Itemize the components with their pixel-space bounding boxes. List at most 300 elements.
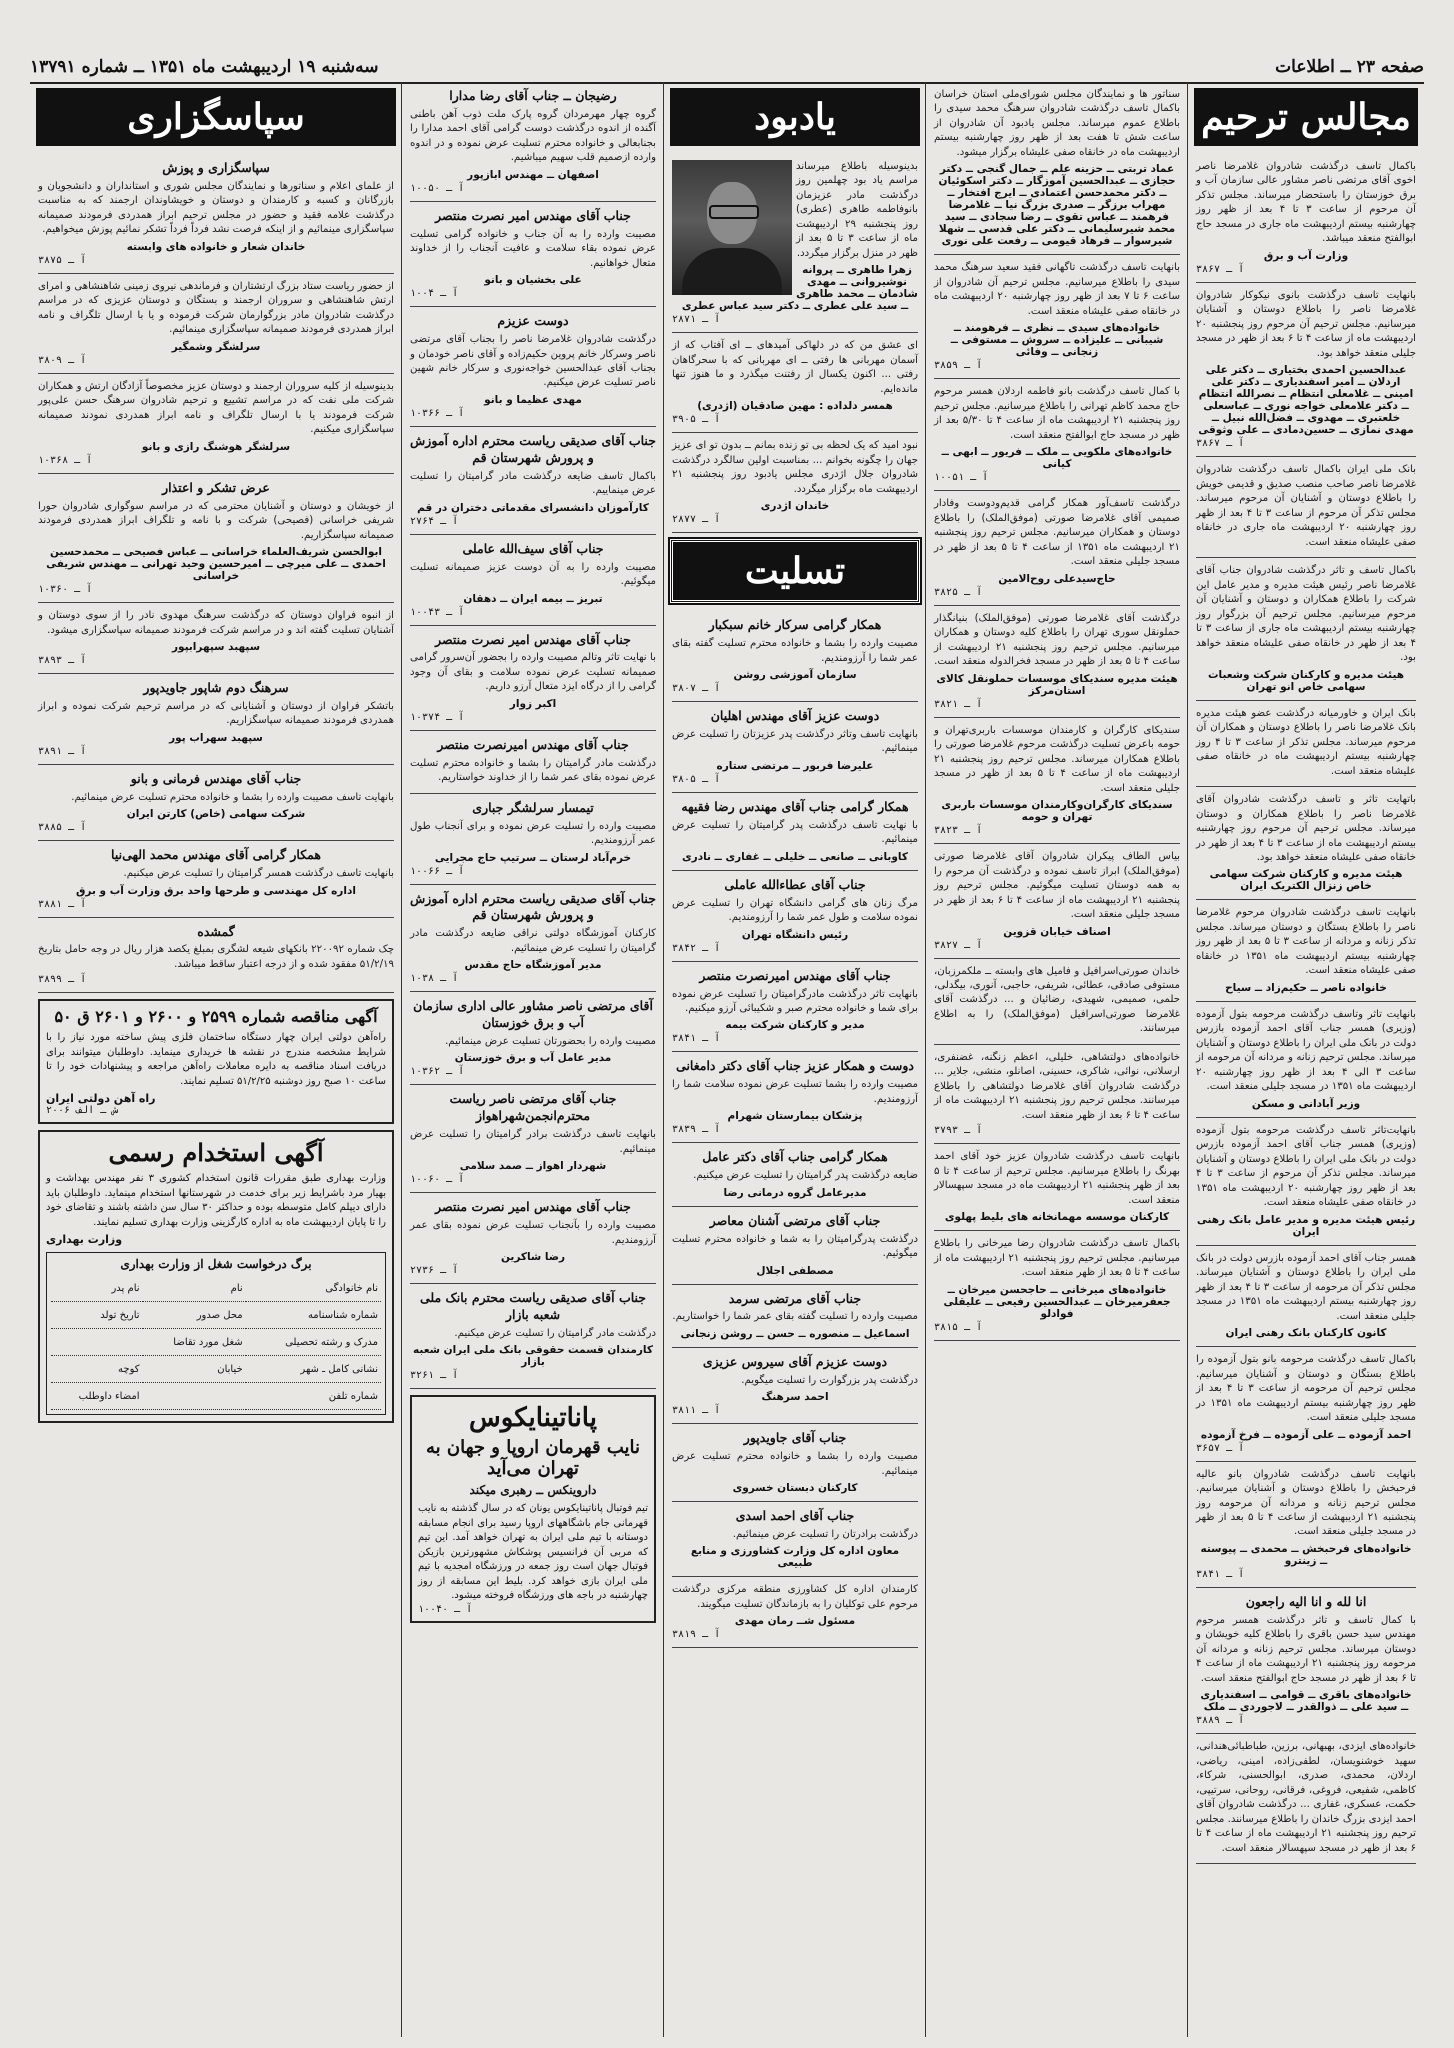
ad-brand: پاناتینایکوس: [469, 1403, 597, 1434]
section-banner-remembrance: یادبود: [670, 88, 920, 146]
notice-body: باتشکر فراوان از دوستان و آشنایانی که در مراسم ترحیم شرکت نموده و ابراز همدردی فرمودند صمیمانه سپاسگزاریم.: [38, 700, 394, 727]
notice: [672, 793, 918, 871]
notice: [672, 1502, 918, 1577]
notice-body: مصیبت وارده را بشما و خانواده محترم تسلیت گفته بقای عمر شما را آرزومندیم.: [672, 638, 918, 664]
notice-title: جناب آقای مرتضی سرمد: [728, 1290, 862, 1306]
notice-title: جناب آقای عطاءالله عاملی: [724, 876, 866, 892]
notice-title: جناب آقای مهندس امیرنصرت منتصر: [699, 967, 891, 983]
notice-signature: وزیر آبادانی و مسکن: [1251, 1097, 1361, 1110]
notice-code: آ ـ ۳۸۳۹: [672, 1124, 721, 1136]
column-remembrance: [663, 82, 926, 2037]
notice: [1196, 900, 1416, 1001]
notice-signature: پزشکان بیمارستان شهرام: [727, 1110, 863, 1123]
application-form: [46, 1252, 386, 1415]
section-banner-thanks: سپاسگزاری: [36, 88, 396, 146]
notice: [410, 794, 656, 885]
tender-title: آگهی مناقصه شماره ۲۵۹۹ و ۲۶۰۰ و ۲۶۰۱ ق ۵۰: [54, 1007, 378, 1027]
notice: [38, 603, 394, 674]
notice-code: آ ـ ۳۸۹۱: [38, 745, 87, 757]
notice: [672, 1348, 918, 1424]
form-field[interactable]: شغل مورد تقاضا: [143, 1329, 246, 1356]
notice-code: آ ـ ۳۸۲۱: [934, 698, 983, 710]
notice-body: ضایعه درگذشت پدر گرامیتان را تسلیت عرض میکنیم.: [693, 1170, 918, 1182]
lost-code: آ ـ ۳۸۹۹: [38, 974, 87, 986]
notice-title: همکار گرامی جناب آقای مهندس رضا فقیهه: [681, 798, 909, 814]
notice-signature: خاندان شعار و خانواده های وابسته: [126, 240, 306, 253]
notice-code: آ ـ ۱۰۳۸: [410, 973, 459, 985]
notice: [672, 702, 918, 793]
notice-signature: عبدالحسین احمدی بختیاری ــ دکتر علی اردلان ــ امیر اسفندیاری ــ دکتر علی امینی ــ غلامعلی انتظام ــ نصرالله انتظام ــ دکتر علامعلی خواجه نوری ــ عباسعلی خلعتبری ــ مهدوی ــ فضل‌الله نبیل ــ مهدی نمازی ــ حسین‌دمادی ــ علی وثوقی: [1198, 364, 1414, 437]
notice-code: آ ـ ۱۰۰۵۱: [934, 472, 989, 484]
notice-code: آ ـ ۳۸۲۳: [934, 825, 983, 837]
notice-signature: رئیس هیئت مدیره و مدیر عامل بانک رهنی ایران: [1196, 1213, 1416, 1238]
form-field[interactable]: شماره تلفن: [246, 1383, 381, 1410]
notice-code: آ ـ ۱۰۳۷۴: [410, 711, 465, 723]
form-field[interactable]: نام: [143, 1275, 246, 1302]
notice-title: جناب آقای مهندس امیرنصرت منتصر: [437, 736, 629, 752]
notice-code: آ ـ ۱۰۳۶۸: [38, 454, 93, 466]
notice: [1196, 787, 1416, 900]
notice-code: آ ـ ۲۷۶۴: [410, 515, 459, 527]
notice-body: کارمندان اداره کل کشاورزی منطقه مرکزی درگذشت مرحوم علی توکلیان را به بازماندگان تسلیت میگویند.: [672, 1584, 918, 1610]
notice: [934, 379, 1180, 491]
notice-title: همکار گرامی جناب آقای دکتر عامل: [702, 1149, 888, 1165]
notice-signature: شرکت سهامی (خاص) کارتن ایران: [126, 808, 306, 821]
notice-title: انا لله و انا الیه راجعون: [1245, 1593, 1367, 1609]
tender-signature: راه آهن دولتی ایران: [46, 1092, 156, 1106]
ad-subline: داروینکس ــ رهبری میکند: [469, 1483, 597, 1498]
notice-signature: کانون کارکنان بانک رهنی ایران: [1225, 1327, 1387, 1340]
notice: [1196, 1588, 1416, 1734]
notice-signature: سپهبد سپهرابپور: [171, 640, 261, 653]
notice-body: سناتور ها و نمایندگان مجلس شورای‌ملی استان خراسان باکمال تاسف درگذشت شادروان سرهنگ محمد سیدی را باطلاع عموم میرساند. مجلس یادبود آن شادروان از ساعت شش تا هفت بعد از ظهر روز چهارشنبه بیستم اردیبهشت ماه در خانقاه صفی علیشاه برگزار میشود.: [934, 89, 1180, 158]
ad-headline: نایب قهرمان اروپا و جهان به تهران می‌آید: [425, 1437, 641, 1480]
notice-body: مصیبت وارده را تسلیت گفته بقای عمر شما را خواستاریم.: [672, 1311, 918, 1323]
notice-body: مصیبت وارده را به آن دوست عزیز صمیمانه تسلیت میگوئیم.: [410, 561, 656, 588]
notice-body: از خویشان و دوستان و آشنایان محترمی که در مراسم سوگواری شادروان حورا شریفی خراسانی (فصیحی) شرکت و با نامه و تلگراف ابراز همدردی فرمودند صمیمانه سپاسگزاریم.: [38, 500, 394, 541]
notice-body: درگذشت پدر بزرگوارت را تسلیت میگویم.: [741, 1374, 918, 1386]
employment-signature: وزارت بهداری: [46, 1233, 123, 1247]
notice-signature: وزارت آب و برق: [1263, 249, 1349, 262]
notice-body: بانهایت تاسف درگذشت شادروان مرحوم غلامرضا ناصر را باطلاع بستگان و دوستان میرساند. مجلس تذکر زنانه و مردانه از ساعت ۳ تا ۵ بعد از ظهر روز چهارشنبه بیستم اردیبهشت ماه ۱۳۵۱ در خانقاه صفی علیشاه منعقد است.: [1196, 907, 1416, 977]
notice-code: آ ـ ۲۷۳۶: [410, 1265, 459, 1277]
notice: [410, 1085, 656, 1193]
notice: [1196, 283, 1416, 457]
notice: [1196, 701, 1416, 787]
notice-signature: سندیکای کارگران‌وکارمندان موسسات باربری تهران و حومه: [941, 799, 1173, 824]
notice-signature: خانواده‌های سیدی ــ نظری ــ فرهومند ــ شیبانی ــ علیزاده ــ سروش ــ مستوفی ــ زنجانی ــ وفائی: [950, 322, 1164, 359]
notice-title: دوست عزیز آقای مهندس اهلیان: [710, 708, 880, 724]
notice: [1196, 1246, 1416, 1347]
notice: [410, 307, 656, 427]
notice-signature: سازمان آموزشی روشن: [733, 669, 857, 682]
employment-body: وزارت بهداری طبق مقررات قانون استخدام کشوری ۳ نفر مهندس بهداشت و بهیار مرد باشرایط زیر برای خدمت در شهرستانها استخدام مینماید. داوطلبان باید دارای دیپلم کامل متوسطه بوده و حداکثر ۳۰ سال سن داشته باشند و تقاضای خود را تا پایان اردیبهشت ماه به اداره کارگزینی وزارت بهداری تسلیم نمایند.: [46, 1173, 387, 1228]
notice-signature: خانواده‌های فرحبخش ــ محمدی ــ پیوسته ــ زینترو: [1200, 1542, 1412, 1567]
form-title: برگ درخواست شغل از وزارت بهداری: [120, 1257, 312, 1272]
section-banner-condolence: تسلیت: [670, 539, 920, 603]
notice: [1196, 1347, 1416, 1461]
notice-body: بدینوسیله باطلاع میرساند مراسم یاد بود چهلمین روز درگذشت مادر عزیزمان بانوفاطمه طاهری (عطری) روز پنجشنبه ۲۹ اردیبهشت ماه از ساعت ۳ تا ۵ بعد از ظهر در منزل برگزار میگردد.: [796, 161, 918, 259]
notice-list: [664, 611, 926, 1648]
notice-code: آ ـ ۱۰۳۶۶: [410, 407, 465, 419]
notice-body: از انبوه فراوان دوستان که درگذشت سرهنگ مهدوی نادر را از سوی دوستان و آشنایان تسلیت گفته اند و در مراسم شرکت فرمودند صمیمانه سپاسگزاری میشود.: [38, 610, 394, 636]
notice: [1196, 1734, 1416, 1864]
notice-code: آ ـ ۳۸۲۵: [934, 586, 983, 598]
column-condolences: [401, 82, 664, 2037]
notice: [410, 427, 656, 535]
notice-title: همکار گرامی سرکار خانم سبکبار: [708, 617, 882, 633]
notice-body: بیاس الطاف پیکران شادروان آقای غلامرضا صورتی (موفق‌الملک) ابراز تاسف نموده و درگذشت آن مرحوم را به همه دوستان تسلیت میگوئیم. مجلس ترحیم روز پنجشنبه ۲۱ اردیبهشت ماه از ساعت ۴ تا ۶ بعد از ظهر در مسجد جلیلی منعقد است.: [934, 851, 1180, 921]
notice-body: باکمال تاسف و تاثر درگذشت شادروان جناب آقای غلامرضا ناصر رئیس هیئت مدیره و مدیر عامل این شرکت را باطلاع همکاران و دوستان و آشنایان آن مرحوم میرسانیم. مجلس ترحیم آن بزرگوار روز چهارشنبه بیستم اردیبهشت ماه جاری از ساعت ۳ تا ۴ بعد از ظهر در خانقاه صفی علیشاه منعقد خواهد بود.: [1196, 565, 1416, 664]
notice-body: از علمای اعلام و سناتورها و نمایندگان مجلس شوری و استانداران و دانشجویان و بازرگانان و کسبه و کارمندان و دوستان و خویشاوندان ارجمند که به مناسبت درگذشت علامه فقید و حضور در مجلس ترحیم ابراز همدردی فرمودند صمیمانه سپاسگزاری مینمائیم و از اینکه فرصت نشد فرداً فرداً تشکر نمائیم پوزش میخواهیم.: [38, 180, 394, 236]
tender-body: راه‌آهن دولتی ایران چهار دستگاه ساختمان فلزی پیش ساخته مورد نیاز را با شرایط مشخصه مندرج در نقشه ها خریداری مینماید. داوطلبان میتوانند برای دریافت اسناد مناقصه به دایره معاملات راه‌آهن مراجعه و پیشنهادات خود را تا ساعت ۱۰ صبح روز دوشنبه ۵۱/۲/۲۵ تسلیم نمایند.: [46, 1032, 386, 1087]
portrait-suit: [682, 248, 782, 295]
form-row: [51, 1383, 381, 1410]
notice-body: کارکنان آموزشگاه دولتی نراقی ضایعه درگذشت مادر گرامیتان را تسلیت عرض مینمائیم.: [410, 928, 656, 954]
notice-body: مصیبت وارده را بآنجناب تسلیت عرض نموده بقای عمر آرزومندیم.: [410, 1220, 656, 1246]
notice-body: بانهایت تاسف درگذشت همسر گرامیتان را تسلیت عرض میکنیم.: [123, 868, 394, 880]
notice-signature: علیرضا فربور ــ مرتضی ستاره: [716, 759, 874, 772]
notice-signature: خاندان اژدری: [760, 500, 830, 513]
notice-body: مصیبت وارده را به آن جناب و خانواده گرامی تسلیت عرض نموده بقاء سلامت و عافیت آنجناب را از خداوند متعال خواهانیم.: [410, 228, 656, 269]
notice: [934, 1045, 1180, 1144]
notice-body: باکمال تاسف درگذشت شادروان غلامرضا ناصر اخوی آقای مرتضی ناصر مشاور عالی سازمان آب و برق خوزستان را باستحضار میرساند. مجلس تذکر آن مرحوم از ساعت ۳ تا ۴ بعد از ظهر روز چهارشنبه بیستم اردیبهشت ماه جاری در مسجد حاج ابوالفتح منعقد میباشد.: [1196, 161, 1416, 245]
notice-signature: مدیر عامل آب و برق خوزستان: [454, 1052, 612, 1065]
notice: [1196, 154, 1416, 283]
notice: [38, 841, 394, 917]
notice-signature: ابوالحسن شریف‌العلماء خراسانی ــ عباس فصیحی ــ محمدحسین احمدی ــ علی میرچی ــ امیرحسین وحید تهرانی ــ مهندس شریفی خراسانی: [46, 546, 386, 583]
notice-signature: شهردار اهواز ــ صمد سلامی: [459, 1160, 607, 1173]
notice: [672, 1052, 918, 1143]
notice: [1196, 1462, 1416, 1588]
notice-signature: مدیر و کارکنان شرکت بیمه: [725, 1019, 865, 1032]
notice-code: آ ـ ۳۲۶۱: [410, 1370, 459, 1382]
notice-body: باتهایت تاثر و تاسف درگذشت شادروان آقای غلامرضا ناصر را باطلاع همکاران و دوستان میرساند. مجلس ترحیم آن مرحوم روز چهارشنبه بیستم اردیبهشت ماه از ساعت ۳ تا ۴ بعد از ظهر در خانقاه صفی علیشاه منعقد خواهد بود.: [1196, 794, 1416, 863]
notice-signature: مهدی عظیما و بانو: [484, 393, 582, 406]
notice-body: بانهایت تاسف درگذشت تاگهانی فقید سعید سرهنگ محمد سیدی را باطلاع میرسانیم. مجلس ترحیم آن شادروان از ساعت ۶ تا ۷ بعد از ظهر روز چهارشنبه ۲۰ اردیبهشت ماه در خانقاه صفی علیشاه منعقد است.: [934, 262, 1181, 317]
form-field[interactable]: شماره شناسنامه: [246, 1302, 381, 1329]
notice: [410, 1193, 656, 1284]
notice-code: آ ـ ۳۸۶۷: [1196, 438, 1245, 450]
notice-code: آ ـ ۳۸۷۵: [38, 254, 87, 266]
notice-code: آ ـ ۳۸۱۱: [672, 1405, 721, 1417]
notice: [38, 374, 394, 474]
notice-body: با نهایت تاثر وتالم مصیبت وارده را بجضور آن‌سرور گرامی صمیمانه تسلیت عرض نموده سلامت و بقای آن وجود گرامی را از درگاه ایزد متعال آرزو داریم.: [410, 652, 656, 693]
column-memorial-services: [1187, 82, 1424, 2037]
notice-signature: سپهبد سهراب پور: [169, 731, 263, 744]
notice-code: آ ـ ۳۷۹۳: [934, 1125, 983, 1137]
notice-signature: خرم‌آباد لرستان ــ سرتیپ حاج مجرایی: [434, 851, 632, 864]
notice-code: آ ـ ۱۰۰۵۰: [410, 182, 465, 194]
tender-code: ش ـ الف ۲۰۰۶: [46, 1105, 119, 1117]
lost-body: چک شماره ۲۲۰۰۹۲ بانکهای شیعه لشگری بمبلغ یکصد هزار ریال در وجه حامل بتاریخ ۵۱/۲/۱۹ مفقود شده و از درجه اعتبار ساقط میباشد.: [38, 944, 394, 970]
notice-code: آ ـ ۲۸۷۷: [672, 514, 721, 526]
notice-signature: خانواده ناصر ــ حکیم‌زاد ــ سیاح: [1225, 981, 1387, 994]
notice: [672, 1577, 918, 1648]
notice: [672, 871, 918, 962]
notice-body: سندیکای کارگران و کارمندان موسسات باربری‌تهران و حومه باعرض تسلیت درگذشت مرحوم غلامرضا صورتی را باطلاع همکاران میرساند. مجلس ترحیم روز پنجشنبه ۲۱ اردیبهشت ماه از ساعت ۴ تا ۵ بعد از ظهر در مسجد جلیلی منعقد است.: [934, 724, 1180, 794]
notice-body: مصیبت وارده را بشما و خانواده محترم تسلیت عرض مینمائیم.: [672, 1451, 918, 1477]
notice: [410, 885, 656, 993]
notice: [934, 606, 1180, 718]
notice: [934, 1144, 1180, 1231]
notice-title: جناب آقای مهندس امیر نصرت منتصر: [435, 1199, 631, 1215]
notice-code: آ ـ ۳۸۴۲: [672, 942, 721, 954]
notice-body: نبود امید که یک لحظه بی تو زنده بمانم ــ بدون تو ای عزیز جهان را چگونه بخوانم ... بمناسبت اولین سالگرد درگذشت شادروان جلال اژدری مجلس یادبود روز پنجشنبه ۲۱ اردیبهشت ماه برگزار میگردد.: [672, 440, 918, 495]
form-field[interactable]: نام پدر: [51, 1275, 143, 1302]
notice-signature: تبریز ــ بیمه ایران ــ دهقان: [463, 592, 603, 605]
notice-signature: خانواده‌های میرخانی ــ حاجحسن میرخان ــ جعفرمیرخان ــ عبدالحسین رفیعی ــ علیقلی فوادلو: [943, 1283, 1171, 1320]
notice-signature: اصناف خیابان قزوین: [1003, 925, 1111, 938]
notice-signature: زهرا طاهری ــ پروانه نوشیروانی ــ مهدی شادمان ــ محمد طاهری ــ سید علی عطری ــ دکتر سید عباس عطری: [681, 264, 918, 313]
notice-body: بانهایت تاثر وتاسف درگذشت مرحومه بتول آزموده (وزیری) همسر جناب آقای احمد آزموده بازرس دولت در بانک ملی ایران را باطلاع دوستان و آشنایان میرساند. مجلس ترحیم زنانه و مردانه آن مرحومه از ساعت ۳ الی ۴ بعد از ظهر روز چهارشنبه ۲۰ اردیبهشت ماه ۱۳۵۱ در مسجد جلیلی منعقد است.: [1196, 1008, 1417, 1093]
notice-body: بدینوسیله از کلیه سروران ارجمند و دوستان عزیز مخصوصاً آزادگان ارتش و همکاران شرکت ملی نفت که در مراسم تشییع و ترحیم شادروان سرهنگ حسن علی‌پور شرکت فرمودند یا با ارسال تلگراف و نامه ابراز همدردی نمودند صمیمانه سپاسگزاری میکنیم.: [38, 380, 394, 436]
form-field[interactable]: امضاء داوطلب: [51, 1383, 143, 1410]
column-thanks: [30, 82, 402, 2037]
page-number-label: صفحه ۲۳ ــ اطلاعات: [1275, 57, 1424, 77]
tender-ad: [38, 999, 394, 1124]
notice: [410, 992, 656, 1085]
section-banner-memorial: مجالس ترحیم: [1194, 88, 1418, 146]
employment-title: آگهی استخدام رسمی: [108, 1138, 324, 1168]
notice-body: مصیبت وارده را بحضورتان تسلیت عرض مینمائیم.: [445, 1036, 656, 1047]
notice-body: بانهایت تاثر درگذشت مادرگرامیتان را تسلیت عرض نموده برای شما و خانواده محترم صبر و شکیبائی آرزو میکنیم.: [672, 988, 918, 1014]
form-field[interactable]: کوچه: [51, 1356, 143, 1383]
notice: [934, 1231, 1180, 1340]
notice-code: آ ـ ۳۹۰۵: [672, 414, 721, 426]
notice-title: جناب آقای احمد اسدی: [735, 1508, 855, 1524]
notice-list: [402, 82, 664, 1389]
form-row: [51, 1275, 381, 1302]
notice-title: جناب آقای مهندس امیر نصرت منتصر: [435, 631, 631, 647]
notice-code: آ ـ ۳۸۸۵: [38, 822, 87, 834]
notice-body: خانواده‌های دولتشاهی، خلیلی، اعظم زنگنه، غضنفری، ارسلانی، نوائی، شاکری، حسینی، اصانلو، منشی، جلایر ... درگذشت شادروان آقای غلامرضا دولتشاهی را باطلاع میرسانند. مجلس ترحیم روز پنجشنبه ۲۱ اردیبهشت ماه از ساعت ۴ تا ۶ بعد از ظهر منعقد است.: [934, 1051, 1180, 1121]
notice-code: آ ـ ۳۸۰۹: [38, 354, 87, 366]
portrait-photo: [672, 160, 792, 295]
notice-body: درگذشت مادر گرامیتان را بشما و خانواده محترم تسلیت عرض نموده بقای عمر شما را از خداوند خواستاریم.: [410, 757, 656, 784]
employment-ad: [38, 1130, 394, 1423]
form-field[interactable]: تاریخ تولد: [51, 1302, 143, 1329]
notice: [1196, 1118, 1416, 1246]
notice: [410, 731, 656, 794]
form-field[interactable]: خیابان: [143, 1356, 246, 1383]
notice-signature: کارکنان موسسه مهمانخانه های بلیط پهلوی: [944, 1211, 1170, 1224]
form-field[interactable]: نشانی کامل ـ شهر: [246, 1356, 381, 1383]
notice: [934, 82, 1180, 255]
notice-body: بانهایت تاسف مصیبت وارده را بشما و خانواده محترم تسلیت عرض مینمائیم.: [71, 791, 394, 803]
notice-title: دوست عزیزم آقای سیروس عزیزی: [702, 1353, 888, 1369]
ad-body: تیم فوتبال پاناتینایکوس یونان که در سال گذشته به نایب قهرمانی جام باشگاههای اروپا رسید برای انجام مسابقه دوستانه با تیم ملی ایران به تهران خواهد آمد. این تیم که مربی آن فرانسیس پوشکاش مشهورترین بازیکن فوتبال جهان است روز جمعه در ورزشگاه امجدیه با تیم ملی ایران بازی خواهد کرد. بلیط این مسابقه از روز چهارشنبه در باجه های ورزشگاه فروخته میشود.: [418, 1503, 648, 1602]
notice-body: بانک ملی ایران باکمال تاسف درگذشت شادروان غلامرضا ناصر صاحب منصب صدیق و قدیمی خویش را باطلاع دوستان و آشنایان آن مرحوم میرساند. مجلس تذکر آن مرحوم از ساعت ۳ تا ۴ بعد از ظهر روز چهارشنبه ۲۰ اردیبهشت ماه جاری در خانقاه صفی علیشاه منعقد است.: [1196, 464, 1416, 548]
form-field[interactable]: نام خانوادگی: [246, 1275, 381, 1302]
notice: [672, 611, 918, 702]
notice: [410, 535, 656, 626]
notice-code: آ ـ ۳۸۴۱: [672, 1033, 721, 1045]
notice-body: باکمال تاسف ضایعه درگذشت مادر گرامیتان را تسلیت عرض مینماییم.: [410, 470, 656, 497]
notice-title: جناب آقای مرتضی ناصر ریاست محترم‌انجمن‌شهراهواز: [449, 1091, 617, 1124]
notice: [410, 626, 656, 731]
notice-title: سرهنگ دوم شاپور جاویدپور: [143, 679, 289, 695]
notice: [38, 674, 394, 765]
notice: [672, 333, 918, 433]
notice-code: آ ـ ۳۸۰۵: [672, 773, 721, 785]
issue-date-label: سه‌شنبه ۱۹ اردیبهشت ماه ۱۳۵۱ ــ شماره ۱۳۷۹۱: [30, 57, 379, 77]
notice-title: جناب آقای صدیقی ریاست محترم اداره آموزش و پرورش شهرستان قم: [410, 432, 656, 465]
notice: [38, 154, 394, 274]
notice-signature: کاوبانی ــ صانعی ــ خلیلی ــ غفاری ــ نادری: [682, 850, 908, 863]
notice-body: بانهایت تاسف درگذشت برادر گرامیتان را تسلیت عرض مینمائیم.: [410, 1129, 656, 1155]
notice-signature: کارکنان دبستان خسروی: [732, 1482, 858, 1495]
notice-signature: کارآموزان دانشسرای مقدماتی دختران در قم: [417, 501, 649, 514]
notice-code: آ ـ ۳۶۵۷: [1196, 1442, 1245, 1454]
notice-body: بانهایت تاسف درگذشت بانوی نیکوکار شادروان غلامرضا ناصر را باطلاع دوستان و آشنایان میرسانیم. مجلس ترحیم آن مرحوم روز پنجشنبه ۲۰ اردیبهشت ماه از ساعت ۴ تا ۶ بعد از ظهر در مسجد جلیلی منعقد خواهد بود.: [1196, 289, 1417, 359]
notice: [410, 82, 656, 202]
notice-body: ای عشق من که در دلهاکی آمیدهای ــ ای آفتاب که از آسمان مهربانی ها رفتی ــ ای مهربانی که با سحرگاهان رفتی ... اکنون یکسال از رفتنت میگذرد و ما هنوز تنها مانده‌ایم.: [672, 340, 918, 395]
notice-code: آ ـ ۳۸۸۱: [38, 898, 87, 910]
form-field[interactable]: مدرک و رشته تحصیلی: [246, 1329, 381, 1356]
notice-signature: اکبر زوار: [509, 697, 557, 710]
running-header: [30, 52, 1424, 84]
notice-code: آ ـ ۳۸۱۵: [934, 1321, 983, 1333]
notice-code: آ ـ ۳۸۹۳: [38, 654, 87, 666]
notice-signature: حاج‌سیدعلی روح‌الامین: [998, 572, 1116, 585]
notice-code: آ ـ ۱۰۰۴: [410, 288, 459, 300]
notice-body: از حضور ریاست ستاد بزرگ ارتشتاران و فرماندهی نیروی زمینی شاهنشاهی و امرای ارتش شاهنشاهی و سروران ارجمند و بستگان و دوستان عزیزی که در مراسم درگذشت شادروان مادر بزرگوارمان شرکت فرموده و یا با ارسال تلگراف و نامه ابراز همدردی فرمودند صمیمانه سپاسگزاری مینمائیم.: [38, 280, 394, 336]
notice-title: جناب آقای جاویدپور: [743, 1430, 847, 1446]
notice-body: مرگ زنان های گرامی دانشگاه تهران را تسلیت عرض نموده سلامت و طول عمر شما را آرزومندیم.: [672, 897, 918, 924]
notice: [672, 1424, 918, 1502]
notice-code: آ ـ ۱۰۰۶۶: [410, 865, 465, 877]
notice-code: آ ـ ۳۸۱۹: [672, 1629, 721, 1641]
notice-signature: رضا شاکرین: [500, 1251, 566, 1264]
notice-body: بانهایت تاسف درگذشت شادروان عزیز خود آقای احمد بهرنگ را باطلاع میرسانیم. مجلس ترحیم از ساعت ۴ تا ۵ بعد از ظهر پنجشنبه ۲۱ اردیبهشت ماه در مسجد سپهسالار منعقد است.: [934, 1151, 1180, 1206]
notice-list: [1188, 154, 1424, 1864]
notice-body: باکمال تاسف درگذشت شادروان رضا میرخانی را باطلاع میرسانیم. مجلس ترحیم روز پنجشنبه ۲۱ اردیبهشت ماه از ساعت ۴ تا ۵ بعد از ظهر منعقد است.: [934, 1238, 1180, 1279]
form-row: [51, 1302, 381, 1329]
notice-title: جناب آقای سیف‌الله عاملی: [462, 540, 604, 556]
notice-body: با کمال تاسف درگذشت بانو فاطمه اردلان همسر مرحوم حاج محمد کاظم تهرانی را باطلاع میرسانیم. مجلس ترحیم روز پنجشنبه ۲۱ اردیبهشت ماه از ساعت ۴ تا ۵/۳۰ بعد از ظهر در مسجد حاج ابوالفتح منعقد است.: [934, 386, 1181, 441]
notice-signature: احمد سرهنگ: [761, 1391, 829, 1404]
notice: [410, 1284, 656, 1389]
notice-body: همسر جناب آقای احمد آزموده بازرس دولت در بانک ملی ایران را باطلاع دوستان و آشنایان میرساند. مجلس تذکر آن مرحومه از ساعت ۳ تا ۴ بعد از ظهر روز چهارشنبه بیستم اردیبهشت ماه ۱۳۵۱ در مسجد جلیلی منعقد است.: [1196, 1252, 1416, 1322]
notice-signature: احمد آزموده ــ علی آزموده ــ فرخ آزموده: [1200, 1428, 1412, 1441]
notice: [38, 274, 394, 374]
notice: [934, 718, 1180, 844]
notice: [672, 433, 918, 533]
notice-body: خاندان صورتی‌اسرافیل و فامیل های وابسته ــ ملکمرزبان، مستوفی صادقی، عطائی، شریفی، حاجبی، آنوری، بیگدلی، حلمی، صمیمی، شهیدی، رضائیان و ... درگذشت آقای غلامرضا صورتی‌اسرافیل (موفق‌الملک) را به اطلاع میرسانند.: [934, 965, 1180, 1035]
form-field[interactable]: [51, 1329, 143, 1356]
notice-signature: اصفهان ــ مهندس ابازپور: [467, 168, 599, 181]
form-table: [51, 1275, 381, 1410]
notice: [672, 1207, 918, 1285]
notice: [1196, 457, 1416, 558]
notice-body: گروه چهار مهرمردان گروه پارک ملت ذوب آهن باطنی آگنده از اندوه درگذشت دوست گرامی آقای احمد مدارا را بجنابعالی و خانواده محترم تسلیت عرض نموده و در اندوه وارده ازصمیم قلب سهیم میباشیم.: [410, 108, 656, 164]
notice-signature: سرلشگر هوشنگ رازی و بانو: [141, 440, 291, 453]
notice-body: مصیبت وارده را بشما تسلیت عرض نموده سلامت شما را آرزومندیم.: [672, 1079, 918, 1105]
notice-code: آ ـ ۳۸۸۹: [1196, 1715, 1245, 1727]
notice-body: درگذشت آقای غلامرضا صورتی (موفق‌الملک) بنیانگذار حملونقل سوری تهران را باطلاع کلیه دوستان و همکاران میرسانیم. مجلس ترحیم روز پنجشنبه ۲۱ اردیبهشت از ساعت ۴ تا ۵ بعد از ظهر در مسجد فخرالدوله منعقد است.: [934, 612, 1180, 668]
notice-title: جناب آقای صدیقی ریاست محترم اداره آموزش و پرورش شهرستان قم: [410, 890, 656, 923]
notice-title: جناب آقای مهندس امیر نصرت منتصر: [435, 207, 631, 223]
notice-body: درگذشت مادر گرامیتان را تسلیت عرض میکنیم.: [454, 1327, 656, 1339]
notice: [934, 255, 1180, 379]
football-ad: [410, 1395, 656, 1623]
notice-signature: معاون اداره کل وزارت کشاورزی و منابع طبیعی: [690, 1545, 900, 1570]
notice-title: رضیجان ــ جناب آقای رضا مدارا: [449, 88, 617, 103]
notice-title: آقای مرتضی ناصر مشاور عالی اداری سازمان آب و برق خوزستان: [413, 998, 653, 1031]
notice: [672, 1143, 918, 1206]
notice-code: آ ـ ۳۸۲۷: [934, 939, 983, 951]
notice-signature: سرلشگر وشمگیر: [171, 340, 261, 353]
notice-body: درگذشت پدرگرامیتان را به شما و خانواده محترم تسلیت میگوئیم.: [672, 1233, 918, 1260]
notice-body: مصیبت وارده را تسلیت عرض نموده و برای آنجناب طول عمر آرزومندیم.: [410, 820, 656, 847]
notice-list: [926, 82, 1188, 1341]
notice-signature: هیئت مدیره سندیکای موسسات حملونقل کالای استان‌مرکز: [936, 672, 1178, 697]
notice: [38, 474, 394, 603]
notice: [1196, 1002, 1416, 1118]
notice-signature: عماد تربتی ــ حزینه علم ــ جمال گنجی ــ دکتر حجازی ــ عبدالحسین آموزگار ــ دکتر اسکوئیان ــ دکتر محمدحسن اعتمادی ــ ایرج افتخار ــ مهراب برزگر ــ صدری بزرگ نیا ــ غلامرضا فرهمند ــ عباس تقوی ــ رضا سجادی ــ سید محمد شیرسلیمانی ــ دکتر علی قدسی ــ شهلا شیرسوار ــ فرهاد قیومی ــ رفعت علی نوری: [938, 163, 1176, 248]
notice-signature: رئیس دانشگاه تهران: [741, 928, 849, 941]
notice-title: جناب آقای صدیقی ریاست محترم بانک ملی شعبه بازار: [419, 1290, 647, 1322]
notice-body: درگذشت شادروان غلامرضا ناصر را بجناب آقای مرتضی ناصر وسرکار خانم پروین حکیم‌زاده و آقای ناصر خودمان و بجناب آقای عبدالحسین خواجه‌نوری و سرکار خانم شهین ناصر تسلیت عرض میکنیم.: [410, 334, 656, 389]
notice-code: آ ـ ۱۰۳۶۲: [410, 1066, 465, 1078]
notice-signature: هیئت مدیره و کارکنان شرکت سهامی خاص زنزال الکتریک ایران: [1209, 868, 1403, 893]
notice-code: آ ـ ۱۰۳۶۰: [38, 584, 93, 596]
notice-signature: اسماعیل ــ منصوره ــ حسن ــ روشن زنجانی: [680, 1327, 910, 1340]
notice-signature: علی بخشیان و بانو: [484, 274, 582, 287]
notice-body: با نهایت تاسف درگذشت پدر گرامیتان را تسلیت عرض مینمائیم.: [672, 819, 918, 846]
notice-title: دوست عزیزم: [497, 313, 569, 329]
notice-title: همکار گرامی آقای مهندس محمد الهی‌نیا: [111, 847, 321, 863]
portrait-glasses: [709, 205, 759, 219]
notice-code: آ ـ ۳۸۶۷: [1196, 263, 1245, 275]
notice-signature: مدیر آموزشگاه حاج مقدس: [464, 959, 602, 972]
notice-body: با کمال تاسف و تاثر درگذشت همسر مرحوم مهندس سید حسن باقری را باطلاع کلیه خویشان و دوستان میرساند. مجلس ترحیم زنانه و مردانه آن مرحومه روز پنجشنبه ۲۱ اردیبهشت ماه از ساعت ۴ تا ۶ بعد از ظهر در مسجد حاج ابوالفتح منعقد است.: [1196, 1614, 1416, 1684]
form-field[interactable]: [143, 1383, 246, 1410]
notice-body: درگذشت تاسف‌آور همکار گرامی قدیم‌ودوست وفادار صمیمی آقای غلامرضا صورتی (موفق‌الملک) را باطلاع دوستان و همکاران میرسانیم. مجلس ترحیم روز پنجشنبه ۲۱ اردیبهشت ماه ۱۳۵۱ از ساعت ۴ تا ۵ بعد از ظهر در مسجد جلیلی منعقد است.: [934, 498, 1180, 568]
notice: [38, 765, 394, 841]
form-row: [51, 1329, 381, 1356]
notice: [672, 1285, 918, 1348]
notice: [410, 202, 656, 307]
notice: [934, 844, 1180, 958]
notice-body: بانهایت تاسف درگذشت شادروان بانو عالیه فرحبخش را باطلاع دوستان و آشنایان میرسانیم. مجلس ترحیم زنانه و مردانه آن مرحومه روز پنجشنبه ۲۱ اردیبهشت از ساعت ۴ تا ۵ بعد از ظهر در مسجد جلیلی منعقد است.: [1196, 1468, 1416, 1538]
notice-code: آ ـ ۲۸۷۱: [672, 314, 721, 326]
notice-body: درگذشت برادرتان را تسلیت عرض مینمائیم.: [732, 1528, 918, 1540]
notice-title: جناب آقای مرتضی آشنان معاصر: [709, 1212, 881, 1228]
notice-code: آ ـ ۳۸۴۱: [1196, 1568, 1245, 1580]
notice-title: سپاسگزاری و پوزش: [162, 160, 270, 175]
notice: [934, 491, 1180, 605]
notice-signature: خانواده‌های باقری ــ قوامی ــ اسفندیاری ــ سید علی ــ ذوالقدر ــ لاجوردی ــ ملک: [1200, 1689, 1412, 1714]
notice-signature: همسر دلداده : مهین صادقیان (اژدری): [697, 400, 893, 413]
notice-title: عرض تشکر و اعتذار: [162, 479, 270, 495]
column-memorial-continued: [925, 82, 1188, 2037]
form-field[interactable]: محل صدور: [143, 1302, 246, 1329]
notice: [672, 962, 918, 1053]
notice-title: جناب آقای مهندس فرمانی و بانو: [130, 770, 302, 786]
notice-body: بانک ایران و خاورمیانه درگذشت عضو هیئت مدیره بانک غلامرضا ناصر را باطلاع دوستان و همکاران آن مرحوم میرساند. مجلس تذکر از ساعت ۳ تا ۴ روز چهارشنبه بیستم اردیبهشت ماه در خانقاه صفی علیشاه منعقد است.: [1196, 707, 1416, 777]
notice-list: [30, 154, 402, 918]
notice-body: بانهایت‌تاثر تاسف درگذشت مرحومه بتول آزموده (وزیری) همسر جناب آقای احمد آزموده بازرس دولت در بانک ملی ایران را باطلاع دوستان و آشنایان میرساند. مجلس تذکر آن مرحوم از ساعت ۳ تا ۴ بعد از ظهر روز چهارشنبه ۲۰ اردیبهشت ماه ۱۳۵۱ در خانقاه صفی علیشاه منعقد است.: [1196, 1124, 1416, 1209]
notice-code: آ ـ ۳۸۵۹: [934, 360, 983, 372]
notice-code: آ ـ ۱۰۰۶۰: [410, 1174, 465, 1186]
notice-code: آ ـ ۳۸۰۷: [672, 683, 721, 695]
notice-signature: مسئول شــ رمان مهدی: [734, 1615, 856, 1628]
ad-code: آ ـ ۱۰۰۴۰: [418, 1603, 473, 1615]
form-row: [51, 1356, 381, 1383]
lost-notice: [38, 918, 394, 994]
